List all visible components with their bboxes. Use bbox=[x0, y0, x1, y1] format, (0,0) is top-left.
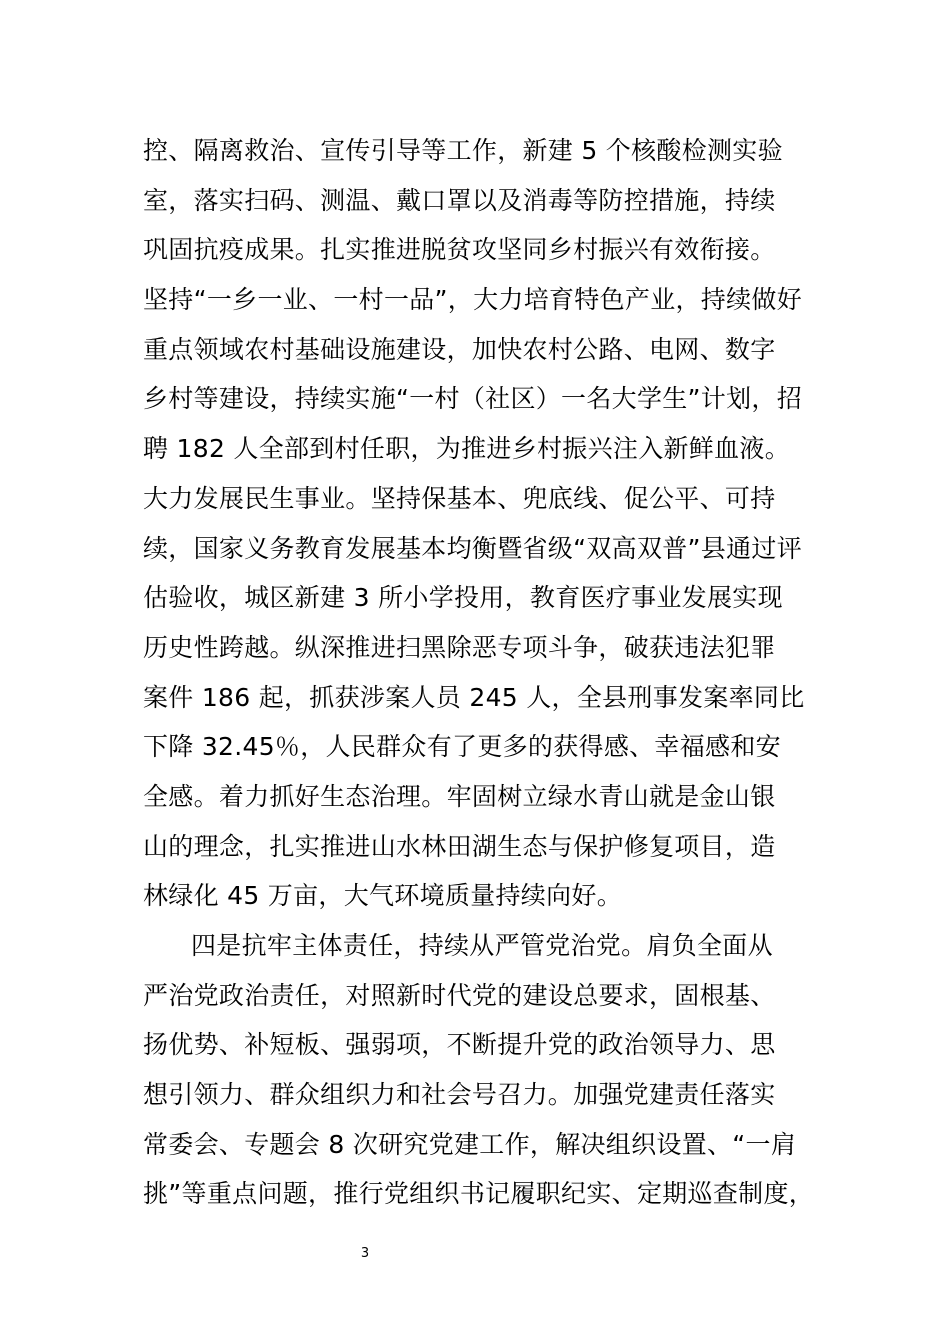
text-line-10: 估验收，城区新建 3 所小学投用，教育医疗事业发展实现 bbox=[143, 583, 783, 613]
text-line-21: 常委会、专题会 8 次研究党建工作，解决组织设置、“一肩 bbox=[143, 1129, 797, 1159]
text-line-22: 挑”等重点问题，推行党组织书记履职纪实、定期巡查制度， bbox=[143, 1179, 815, 1209]
text-line-2: 室，落实扫码、测温、戴口罩以及消毒等防控措施，持续 bbox=[143, 185, 776, 215]
text-line-3: 巩固抗疫成果。扎实推进脱贫攻坚同乡村振兴有效衔接。 bbox=[143, 235, 776, 265]
text-line-8: 大力发展民生事业。坚持保基本、兜底线、促公平、可持 bbox=[143, 483, 776, 513]
text-line-4: 坚持“一乡一业、一村一品”，大力培育特色产业，持续做好 bbox=[143, 285, 803, 315]
page-number: 3 bbox=[360, 1246, 370, 1261]
text-line-5: 重点领域农村基础设施建设，加快农村公路、电网、数字 bbox=[143, 334, 776, 364]
paragraph-start-line: 四是抗牢主体责任，持续从严管党治党。肩负全面从 bbox=[191, 931, 773, 960]
text-line-7: 聘 182 人全部到村任职，为推进乡村振兴注入新鲜血液。 bbox=[143, 434, 791, 464]
text-line-12: 案件 186 起，抓获涉案人员 245 人，全县刑事发案率同比 bbox=[143, 682, 805, 712]
text-line-9: 续，国家义务教育发展基本均衡暨省级“双高双普”县通过评 bbox=[143, 533, 803, 563]
text-line-1: 控、隔离救治、宣传引导等工作，新建 5 个核酸检测实验 bbox=[143, 136, 783, 165]
text-line-19: 扬优势、补短板、强弱项，不断提升党的政治领导力、思 bbox=[143, 1030, 776, 1060]
text-line-13: 下降 32.45％，人民群众有了更多的获得感、幸福感和安 bbox=[143, 732, 781, 762]
text-line-11: 历史性跨越。纵深推进扫黑除恶专项斗争，破获违法犯罪 bbox=[143, 632, 776, 662]
text-line-15: 山的理念，扎实推进山水林田湖生态与保护修复项目，造 bbox=[143, 831, 776, 861]
text-line-6: 乡村等建设，持续实施“一村（社区）一名大学生”计划，招 bbox=[143, 384, 803, 414]
body-text bbox=[143, 126, 813, 1219]
text-line-18: 严治党政治责任，对照新时代党的建设总要求，固根基、 bbox=[143, 980, 776, 1010]
text-line-16: 林绿化 45 万亩，大气环境质量持续向好。 bbox=[143, 881, 623, 911]
text-line-20: 想引领力、群众组织力和社会号召力。加强党建责任落实 bbox=[143, 1080, 776, 1110]
text-line-14: 全感。着力抓好生态治理。牢固树立绿水青山就是金山银 bbox=[143, 781, 776, 811]
